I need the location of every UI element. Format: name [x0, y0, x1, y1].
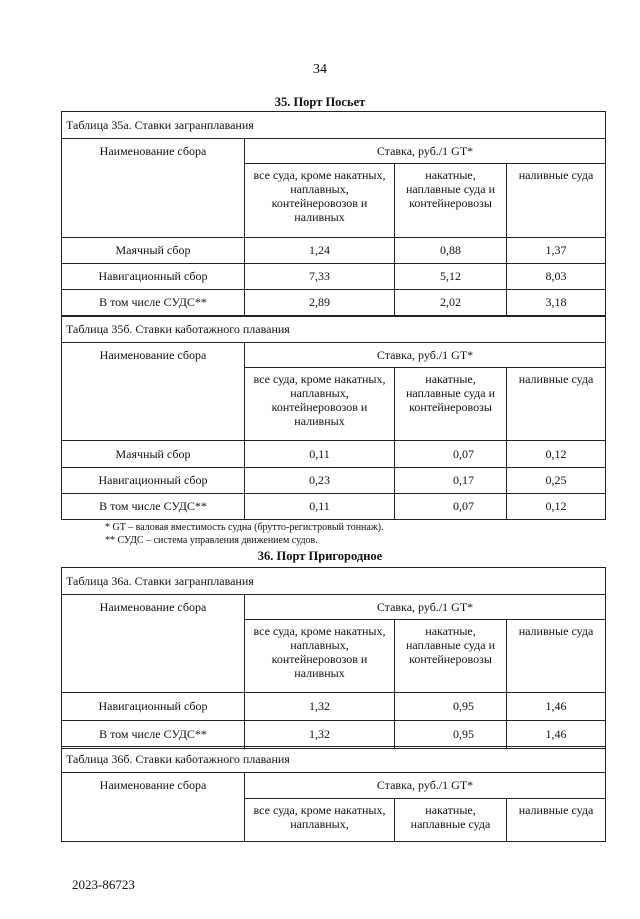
rate-value: 5,12 [395, 264, 507, 290]
rate-value: 3,18 [507, 290, 606, 316]
rate-value: 1,32 [245, 721, 395, 749]
rate-value: 0,95 [395, 693, 507, 721]
rate-value: 0,12 [507, 441, 606, 468]
table-row [62, 441, 606, 468]
column-header-tankers: наливные суда [507, 164, 606, 238]
table-36a [61, 567, 606, 749]
rate-value: 0,11 [245, 441, 395, 468]
column-header-tankers: наливные суда [507, 368, 606, 441]
fee-name: Маячный сбор [62, 238, 245, 264]
document-number: 2023-86723 [72, 877, 135, 892]
table-row [62, 721, 606, 749]
footnotes [105, 521, 384, 547]
fee-name: Навигационный сбор [62, 693, 245, 721]
rate-value: 1,46 [507, 693, 606, 721]
rate-value: 1,37 [507, 238, 606, 264]
rate-value: 2,89 [245, 290, 395, 316]
rate-value: 2,02 [395, 290, 507, 316]
table-title: Таблица 36а. Ставки загранплавания [62, 568, 606, 595]
name-column-header: Наименование сбора [62, 773, 245, 842]
column-header-all-vessels: все суда, кроме накатных, наплавных, контейнеровозов и наливных [245, 368, 395, 441]
rate-value: 0,25 [507, 468, 606, 494]
rate-value: 7,33 [245, 264, 395, 290]
rate-header: Ставка, руб./1 GT* [245, 139, 606, 164]
rate-value: 0,07 [395, 494, 507, 520]
rate-header: Ставка, руб./1 GT* [245, 343, 606, 368]
section-heading-port-posyet: 35. Порт Посьет [274, 95, 366, 109]
table-35b [61, 316, 606, 520]
table-title: Таблица 36б. Ставки каботажного плавания [62, 747, 606, 773]
rate-value: 8,03 [507, 264, 606, 290]
rate-value: 1,46 [507, 721, 606, 749]
table-row [62, 468, 606, 494]
page-number: 34 [313, 62, 327, 77]
section-heading-port-prigorodnoe: 36. Порт Пригородное [257, 549, 383, 563]
column-header-tankers: наливные суда [507, 799, 606, 842]
column-header-all-vessels: все суда, кроме накатных, наплавных, контейнеровозов и наливных [245, 620, 395, 693]
rate-value: 0,17 [395, 468, 507, 494]
rate-value: 1,24 [245, 238, 395, 264]
rate-value: 0,07 [395, 441, 507, 468]
name-column-header: Наименование сбора [62, 595, 245, 693]
rate-header: Ставка, руб./1 GT* [245, 595, 606, 620]
table-row [62, 693, 606, 721]
fee-name: В том числе СУДС** [62, 494, 245, 520]
column-header-roro-container: накатные, наплавные суда [395, 799, 507, 842]
footnote-gt: * GT – валовая вместимость судна (брутто-регистровый тоннаж). [105, 522, 384, 533]
fee-name: Маячный сбор [62, 441, 245, 468]
name-column-header: Наименование сбора [62, 139, 245, 238]
column-header-tankers: наливные суда [507, 620, 606, 693]
column-header-roro-container: накатные, наплавные суда и контейнеровозы [395, 620, 507, 693]
footnote-suds: ** СУДС – система управления движением судов. [105, 535, 318, 546]
table-title: Таблица 35б. Ставки каботажного плавания [62, 317, 606, 343]
fee-name: В том числе СУДС** [62, 290, 245, 316]
rate-value: 0,23 [245, 468, 395, 494]
rate-value: 0,95 [395, 721, 507, 749]
table-title: Таблица 35а. Ставки загранплавания [62, 112, 606, 139]
table-row [62, 290, 606, 316]
rate-value: 0,11 [245, 494, 395, 520]
table-row [62, 264, 606, 290]
fee-name: Навигационный сбор [62, 264, 245, 290]
table-35a [61, 111, 606, 316]
rate-value: 0,88 [395, 238, 507, 264]
name-column-header: Наименование сбора [62, 343, 245, 441]
table-36b [61, 746, 606, 842]
rate-header: Ставка, руб./1 GT* [245, 773, 606, 799]
column-header-roro-container: накатные, наплавные суда и контейнеровозы [395, 368, 507, 441]
rate-value: 1,32 [245, 693, 395, 721]
fee-name: Навигационный сбор [62, 468, 245, 494]
table-row [62, 494, 606, 520]
column-header-roro-container: накатные, наплавные суда и контейнеровозы [395, 164, 507, 238]
fee-name: В том числе СУДС** [62, 721, 245, 749]
rate-value: 0,12 [507, 494, 606, 520]
table-row [62, 238, 606, 264]
column-header-all-vessels: все суда, кроме накатных, наплавных, контейнеровозов и наливных [245, 164, 395, 238]
column-header-all-vessels: все суда, кроме накатных, наплавных, [245, 799, 395, 842]
